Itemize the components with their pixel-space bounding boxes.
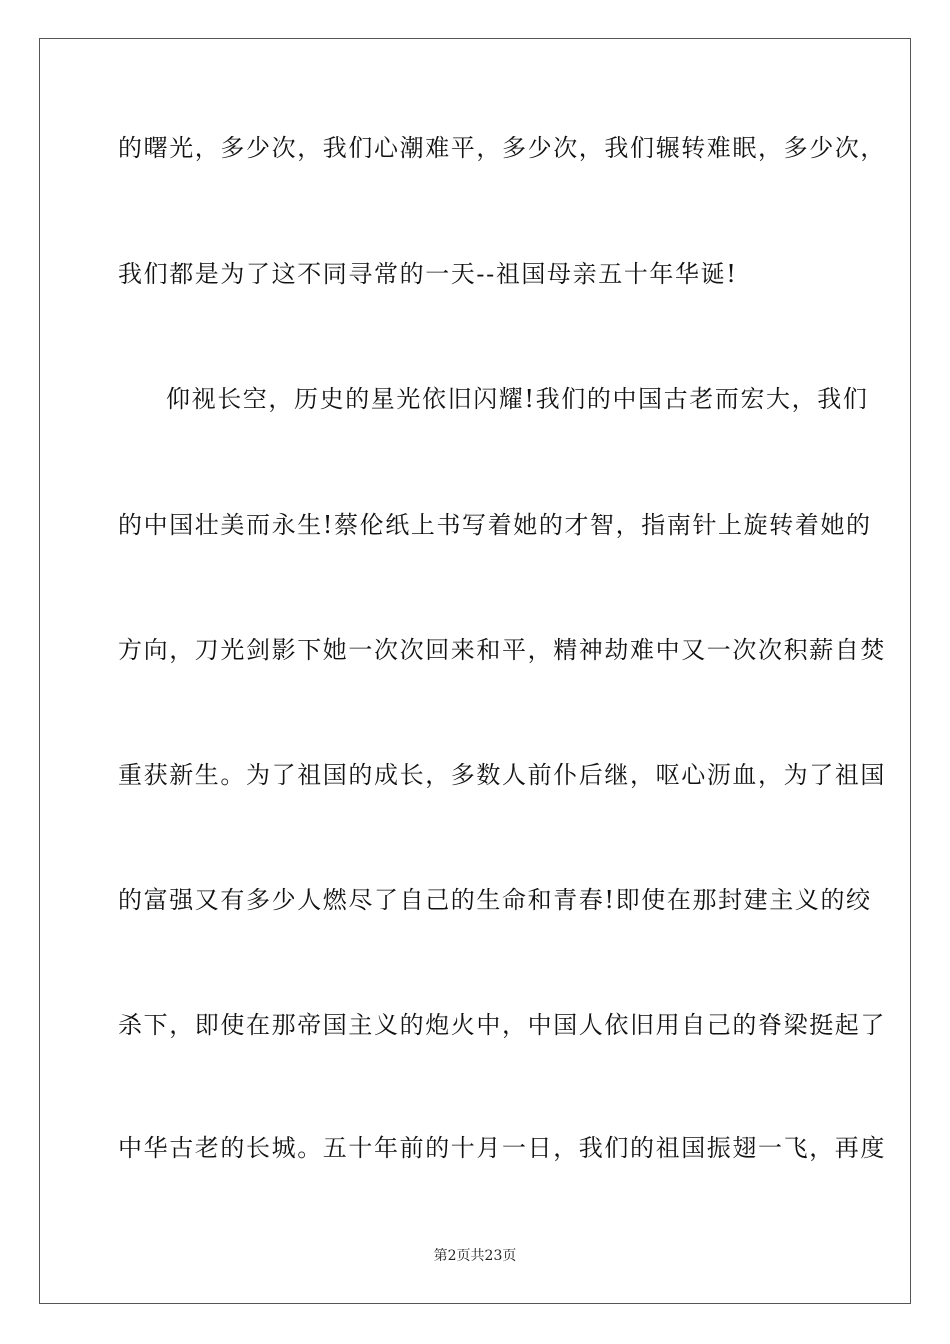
text-line-9: 中华古老的长城。五十年前的十月一日，我们的祖国振翅一飞，再度 — [118, 1134, 886, 1162]
page-footer — [0, 1247, 950, 1265]
text-line-6: 重获新生。为了祖国的成长，多数人前仆后继，呕心沥血，为了祖国 — [118, 761, 886, 789]
text-line-4: 的中国壮美而永生!蔡伦纸上书写着她的才智，指南针上旋转着她的 — [118, 511, 872, 539]
page-border — [39, 38, 911, 1304]
page-total: 共23页 — [470, 1248, 517, 1264]
text-line-3: 仰视长空，历史的星光依旧闪耀!我们的中国古老而宏大，我们 — [166, 385, 869, 413]
text-line-1: 的曙光，多少次，我们心潮难平，多少次，我们辗转难眠，多少次， — [118, 134, 886, 162]
text-line-2: 我们都是为了这不同寻常的一天--祖国母亲五十年华诞! — [118, 260, 738, 288]
text-line-7: 的富强又有多少人燃尽了自己的生命和青春!即使在那封建主义的绞 — [118, 886, 872, 914]
text-line-8: 杀下，即使在那帝国主义的炮火中，中国人依旧用自己的脊梁挺起了 — [118, 1011, 886, 1039]
text-line-5: 方向，刀光剑影下她一次次回来和平，精神劫难中又一次次积薪自焚 — [118, 636, 886, 664]
page-number: 第2页 — [433, 1248, 471, 1264]
